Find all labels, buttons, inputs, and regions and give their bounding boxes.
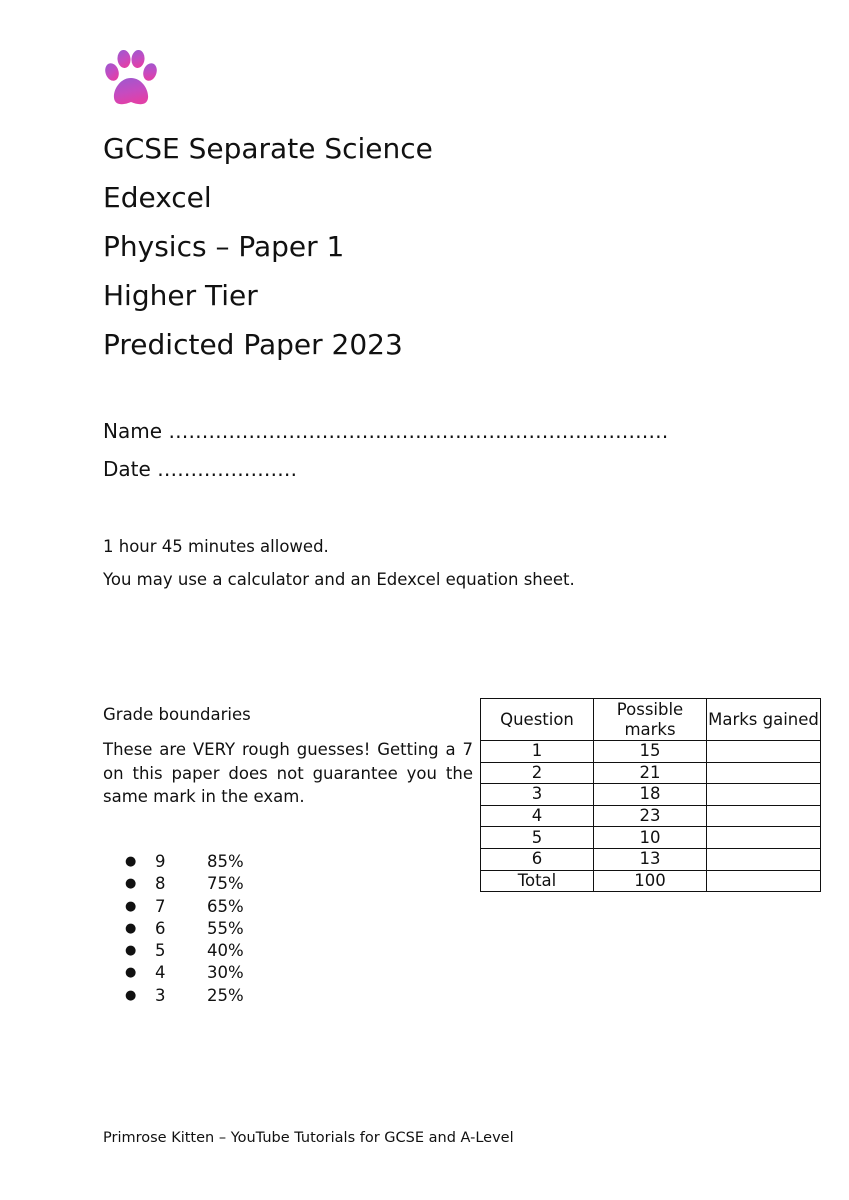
bullet-icon: ● [125,920,137,936]
marks-table [480,698,821,892]
header-marks-gained: Marks gained [707,699,821,741]
grade-value: 7 [155,896,166,916]
table-row [481,762,821,784]
cell-question: 6 [481,848,594,870]
grade-percent: 30% [207,963,244,983]
cell-gained[interactable] [707,848,821,870]
paw-print-icon [104,50,158,108]
table-total-row [481,870,821,892]
grade-value: 8 [155,874,166,894]
cell-possible: 13 [594,848,707,870]
grade-boundaries-note: These are VERY rough guesses! Getting a 7 on this paper does not guarantee you the same mark in the exam. [103,740,473,806]
cell-total-label: Total [481,870,594,892]
table-header-row [481,699,821,741]
list-item [125,985,244,1007]
title-block [103,124,433,369]
bullet-icon: ● [125,898,137,914]
grade-percent: 75% [207,874,244,894]
list-item [125,962,244,984]
cell-gained[interactable] [707,805,821,827]
grade-value: 5 [155,941,166,961]
cell-question: 1 [481,741,594,763]
grade-value: 6 [155,918,166,938]
grade-value: 3 [155,985,166,1005]
name-field: Name ………………………………………………………………… [103,419,669,443]
title-course: GCSE Separate Science [103,132,433,165]
grade-boundaries-title: Grade boundaries [103,705,251,724]
cell-question: 4 [481,805,594,827]
grade-value: 9 [155,852,166,871]
cell-possible: 10 [594,827,707,849]
grade-boundaries-list [125,851,244,1007]
grade-percent: 40% [207,941,244,961]
bullet-icon: ● [125,987,137,1003]
title-subject-paper: Physics – Paper 1 [103,230,345,263]
cell-gained[interactable] [707,741,821,763]
time-allowed: 1 hour 45 minutes allowed. [103,537,329,556]
date-field: Date ………………… [103,457,298,481]
bullet-icon: ● [125,854,137,869]
list-item [125,896,244,918]
grade-percent: 55% [207,918,244,938]
cell-possible: 18 [594,784,707,806]
table-row [481,827,821,849]
list-item [125,873,244,895]
title-paper-type: Predicted Paper 2023 [103,328,403,361]
title-exam-board: Edexcel [103,181,212,214]
title-tier: Higher Tier [103,279,258,312]
grade-value: 4 [155,963,166,983]
list-item [125,940,244,962]
cell-gained[interactable] [707,827,821,849]
bullet-icon: ● [125,943,137,959]
bullet-icon: ● [125,876,137,892]
header-possible-marks: Possible marks [594,699,707,741]
header-question: Question [481,699,594,741]
cell-possible: 23 [594,805,707,827]
grade-percent: 25% [207,985,244,1005]
table-row [481,741,821,763]
list-item [125,851,244,873]
cell-total-possible: 100 [594,870,707,892]
table-row [481,784,821,806]
cell-total-gained[interactable] [707,870,821,892]
cell-possible: 21 [594,762,707,784]
cell-gained[interactable] [707,762,821,784]
bullet-icon: ● [125,965,137,981]
table-row [481,848,821,870]
footer: Primrose Kitten – YouTube Tutorials for GCSE and A-Level [103,1130,514,1146]
grade-percent: 65% [207,896,244,916]
grade-percent: 85% [207,852,244,871]
list-item [125,918,244,940]
cell-question: 2 [481,762,594,784]
cell-possible: 15 [594,741,707,763]
equipment-note: You may use a calculator and an Edexcel equation sheet. [103,570,575,589]
cell-question: 3 [481,784,594,806]
cell-question: 5 [481,827,594,849]
cell-gained[interactable] [707,784,821,806]
table-row [481,805,821,827]
